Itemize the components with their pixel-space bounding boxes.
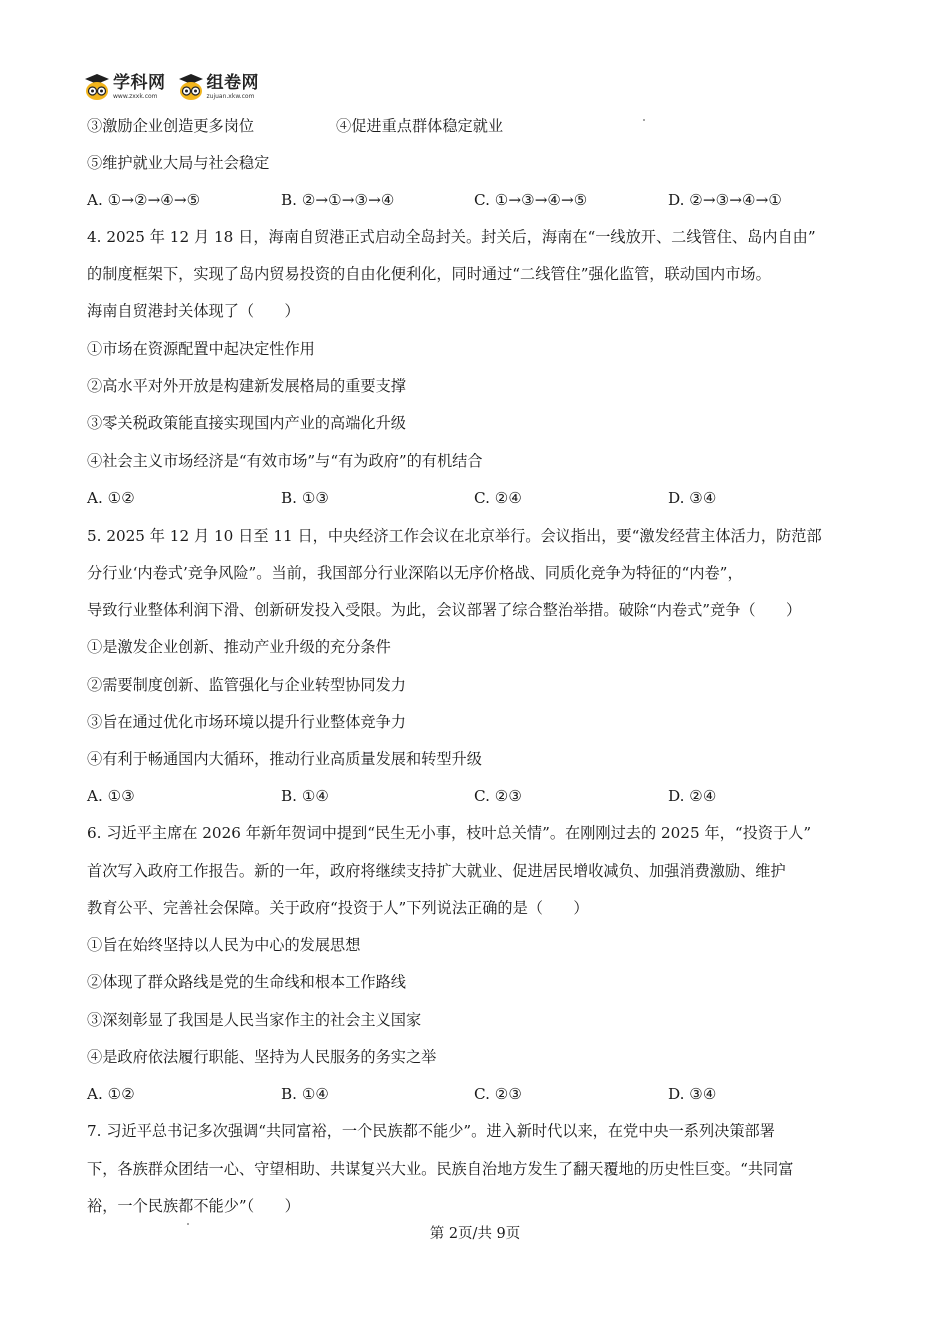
logo-name: 学科网	[113, 72, 166, 93]
q5-option-a[interactable]: A. ①③	[87, 787, 135, 805]
owl-mascot-icon	[84, 73, 110, 101]
q4-option-a[interactable]: A. ①②	[87, 489, 135, 507]
q4-item-2: ②高水平对外开放是构建新发展格局的重要支撑	[87, 377, 406, 395]
q3-item-5: ⑤维护就业大局与社会稳定	[87, 154, 270, 172]
q6-item-1: ①旨在始终坚持以人民为中心的发展思想	[87, 936, 361, 954]
q5-item-3: ③旨在通过优化市场环境以提升行业整体竞争力	[87, 713, 406, 731]
logo-name: 组卷网	[206, 72, 259, 93]
q4-option-d[interactable]: D. ③④	[668, 489, 717, 507]
owl-mascot-icon	[178, 73, 204, 101]
q6-option-d[interactable]: D. ③④	[668, 1085, 717, 1103]
xuekewang-logo[interactable]	[84, 73, 166, 101]
zujuanwang-logo[interactable]	[178, 73, 260, 101]
q6-option-b[interactable]: B. ①④	[281, 1085, 330, 1103]
q6-stem-line: 6. 习近平主席在 2026 年新年贺词中提到“民生无小事，枝叶总关情”。在刚刚过去的 2025 年，“投资于人”	[87, 824, 812, 842]
q6-item-2: ②体现了群众路线是党的生命线和根本工作路线	[87, 973, 406, 991]
q5-item-1: ①是激发企业创新、推动产业升级的充分条件	[87, 638, 391, 656]
q4-item-3: ③零关税政策能直接实现国内产业的高端化升级	[87, 414, 406, 432]
q3-option-a[interactable]: A. ①→②→④→⑤	[87, 191, 201, 209]
logo-url: www.zxxk.com	[113, 92, 158, 100]
q5-stem-line: 5. 2025 年 12 月 10 日至 11 日，中央经济工作会议在北京举行。会议指出，要“激发经营主体活力，防范部	[87, 527, 822, 545]
q3-item-4: ④促进重点群体稳定就业	[336, 117, 504, 135]
q6-item-3: ③深刻彰显了我国是人民当家作主的社会主义国家	[87, 1011, 422, 1029]
q4-stem-line: 的制度框架下，实现了岛内贸易投资的自由化便利化，同时通过“二线管住”强化监管，联动国内市场。	[87, 265, 771, 283]
q5-item-4: ④有利于畅通国内大循环，推动行业高质量发展和转型升级	[87, 750, 482, 768]
q4-stem-line: 海南自贸港封关体现了（ ）	[87, 302, 300, 320]
q4-option-b[interactable]: B. ①③	[281, 489, 330, 507]
page-number: 第 2页/共 9页	[429, 1226, 521, 1242]
q3-item-3: ③激励企业创造更多岗位	[87, 117, 255, 135]
q3-option-d[interactable]: D. ②→③→④→①	[668, 191, 782, 209]
q4-stem-line: 4. 2025 年 12 月 18 日，海南自贸港正式启动全岛封关。封关后，海南在“一线放开、二线管住、岛内自由”	[87, 228, 816, 246]
q6-option-c[interactable]: C. ②③	[474, 1085, 522, 1103]
q6-stem-line: 首次写入政府工作报告。新的一年，政府将继续支持扩大就业、促进居民增收减负、加强消费激励、维护	[87, 862, 786, 880]
q7-stem-line: 7. 习近平总书记多次强调“共同富裕，一个民族都不能少”。进入新时代以来，在党中央一系列决策部署	[87, 1122, 775, 1140]
header-logos	[84, 70, 259, 104]
q5-option-d[interactable]: D. ②④	[668, 787, 717, 805]
q7-stem-line: 下，各族群众团结一心、守望相助、共谋复兴大业。民族自治地方发生了翻天覆地的历史性巨变。“共同富	[87, 1160, 794, 1178]
q6-stem-line: 教育公平、完善社会保障。关于政府“投资于人”下列说法正确的是（ ）	[87, 899, 589, 917]
q5-item-2: ②需要制度创新、监管强化与企业转型协同发力	[87, 676, 406, 694]
q3-option-b[interactable]: B. ②→①→③→④	[281, 191, 395, 209]
q4-item-1: ①市场在资源配置中起决定性作用	[87, 340, 315, 358]
q5-option-c[interactable]: C. ②③	[474, 787, 522, 805]
q7-stem-line: 裕，一个民族都不能少”（ ）	[87, 1197, 300, 1215]
q4-item-4: ④社会主义市场经济是“有效市场”与“有为政府”的有机结合	[87, 452, 483, 470]
q6-option-a[interactable]: A. ①②	[87, 1085, 135, 1103]
q5-stem-line: 分行业‘内卷式’竞争风险”。当前，我国部分行业深陷以无序价格战、同质化竞争为特征的“内卷”，	[87, 564, 743, 582]
q5-stem-line: 导致行业整体利润下滑、创新研发投入受限。为此，会议部署了综合整治举措。破除“内卷式”竞争（ ）	[87, 601, 802, 619]
stray-mark	[643, 119, 645, 121]
q6-item-4: ④是政府依法履行职能、坚持为人民服务的务实之举	[87, 1048, 437, 1066]
q4-option-c[interactable]: C. ②④	[474, 489, 522, 507]
logo-url: zujuan.xkw.com	[206, 92, 255, 100]
q3-option-c[interactable]: C. ①→③→④→⑤	[474, 191, 588, 209]
q5-option-b[interactable]: B. ①④	[281, 787, 330, 805]
